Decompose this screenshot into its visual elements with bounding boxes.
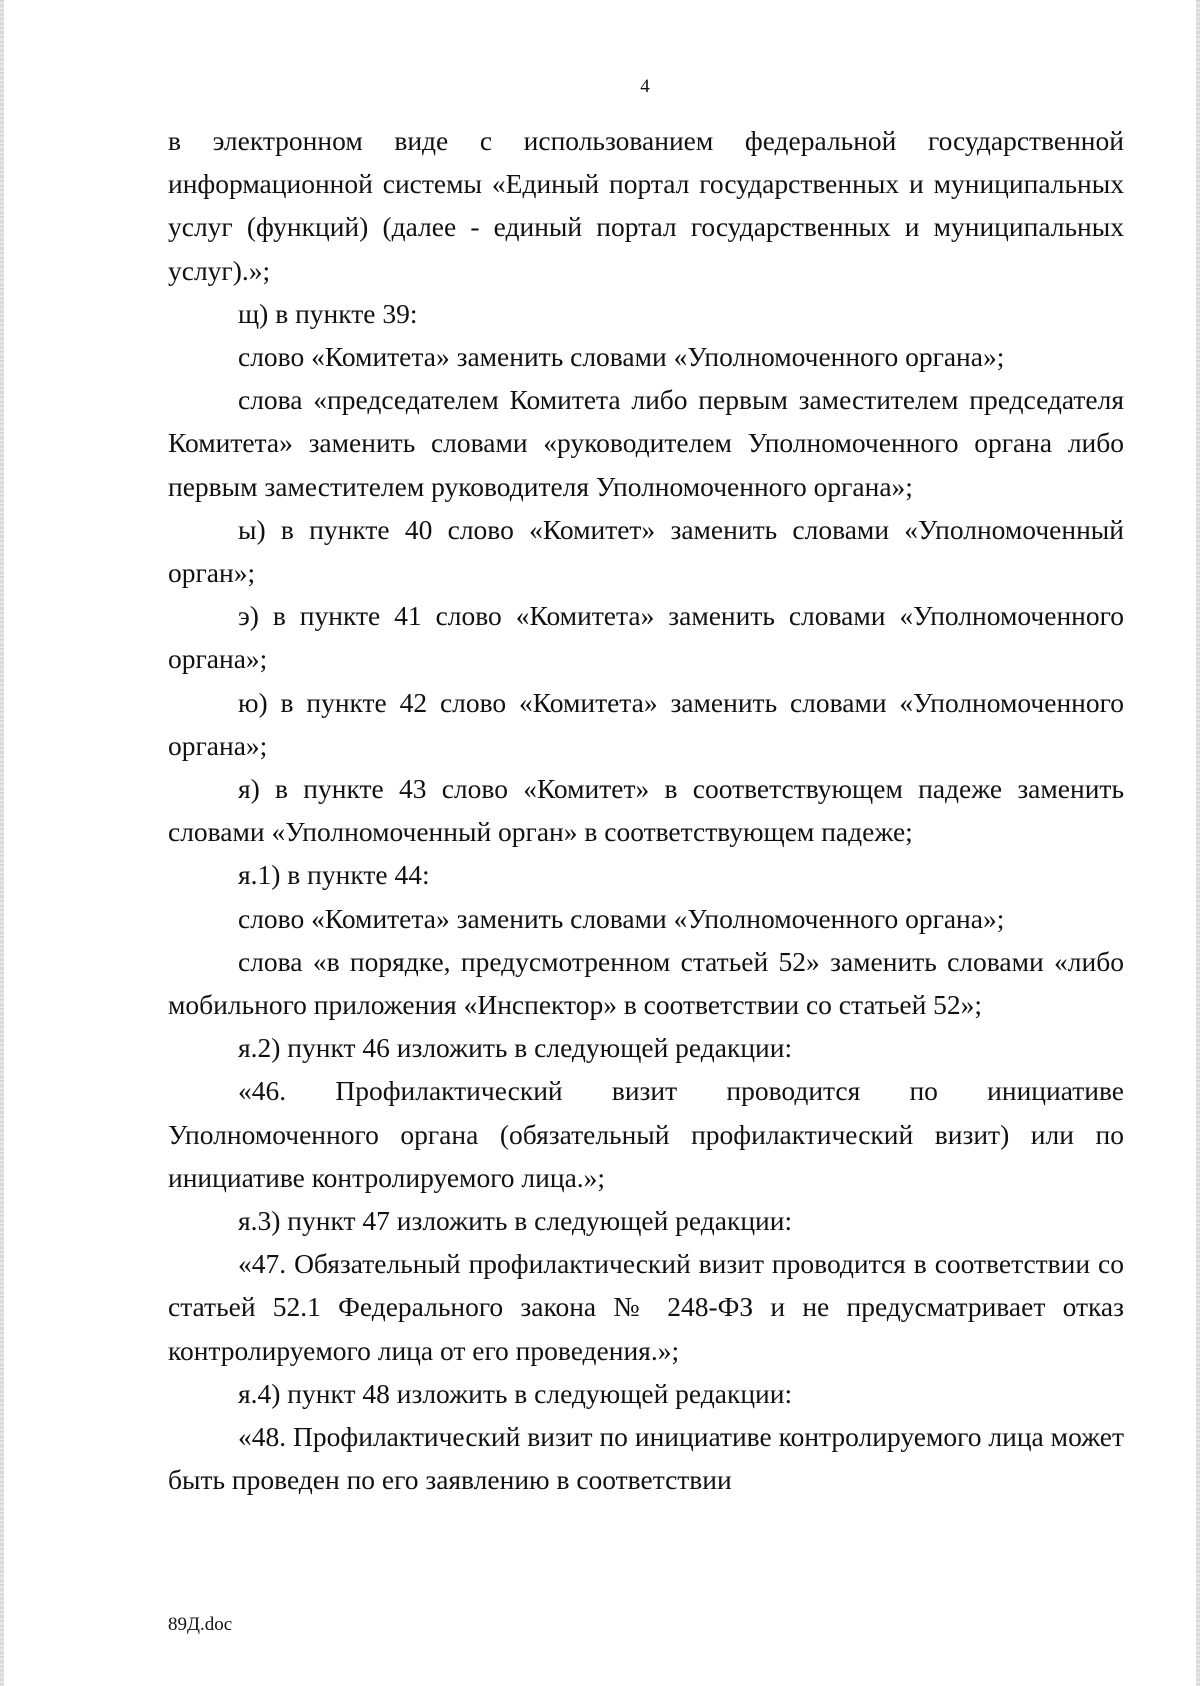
- paragraph: слово «Комитета» заменить словами «Уполномоченного органа»;: [238, 902, 1005, 934]
- page-number: 4: [640, 76, 650, 97]
- paragraph-item-yu: ю) в пункте 42 слово «Комитета» заменить словами «Уполномоченного органа»;: [168, 686, 1124, 761]
- paragraph-item-ya: я) в пункте 43 слово «Комитет» в соответствующем падеже заменить словами «Уполномоченный орган» в соответствующем падеже;: [168, 773, 1124, 848]
- paragraph-quote-46: «46. Профилактический визит проводится по инициативе Уполномоченного органа (обязательный профилактический визит) или по инициативе контролируемого лица.»;: [168, 1075, 1124, 1193]
- footer-filename: 89Д.doc: [168, 1614, 233, 1635]
- scan-edge-left: [0, 0, 4, 1686]
- paragraph-quote-47: «47. Обязательный профилактический визит проводится в соответствии со статьей 52.1 Федерального закона № 248-ФЗ и не предусматривает отказ контролируемого лица от его проведения.»;: [168, 1248, 1124, 1366]
- scan-edge-right: [1196, 0, 1200, 1686]
- paragraph-item-ya1: я.1) в пункте 44:: [238, 859, 430, 891]
- paragraph-item-shch: щ) в пункте 39:: [238, 297, 418, 329]
- paragraph: слово «Комитета» заменить словами «Уполномоченного органа»;: [238, 341, 1005, 373]
- paragraph: слова «в порядке, предусмотренном статьей 52» заменить словами «либо мобильного приложения «Инспектор» в соответствии со статьей 52»;: [168, 945, 1124, 1021]
- paragraph-item-ya2: я.2) пункт 46 изложить в следующей редакции:: [238, 1032, 793, 1064]
- paragraph-item-y: ы) в пункте 40 слово «Комитет» заменить словами «Уполномоченный орган»;: [168, 513, 1124, 589]
- paragraph-item-ya3: я.3) пункт 47 изложить в следующей редакции:: [238, 1205, 793, 1237]
- paragraph-quote-48: «48. Профилактический визит по инициативе контролируемого лица может быть проведен по его заявлению в соответствии: [168, 1421, 1124, 1496]
- paragraph-item-e: э) в пункте 41 слово «Комитета» заменить словами «Уполномоченного органа»;: [168, 600, 1124, 675]
- paragraph-continuation: в электронном виде с использованием федеральной государственной информационной системы «Единый портал государственных и муниципальных услуг (функций) (далее - единый портал государственных и муниципальных услуг).»;: [168, 125, 1124, 286]
- document-body: [168, 119, 1124, 1502]
- paragraph-item-ya4: я.4) пункт 48 изложить в следующей редакции:: [238, 1377, 793, 1409]
- paragraph: слова «председателем Комитета либо первым заместителем председателя Комитета» заменить словами «руководителем Уполномоченного органа либо первым заместителем руководителя Уполномоченного органа»;: [168, 384, 1124, 502]
